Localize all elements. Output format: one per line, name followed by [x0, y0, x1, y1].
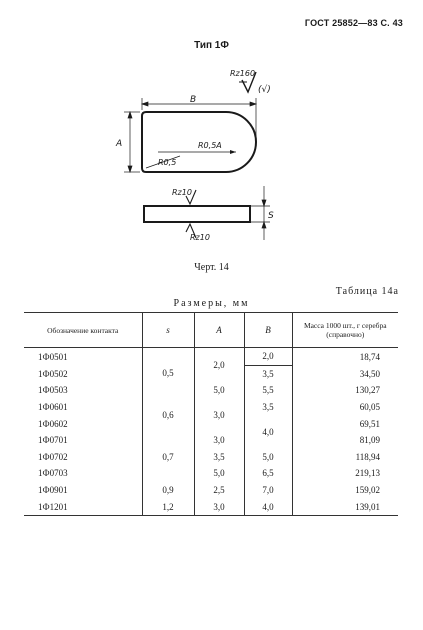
b-cell: 4,0 — [244, 415, 292, 448]
b-cell: 4,0 — [244, 498, 292, 515]
a-cell: 2,5 — [194, 482, 244, 499]
header-b: В — [244, 313, 292, 348]
b-cell: 5,0 — [244, 449, 292, 466]
dimension-a-label: А — [116, 139, 123, 149]
code-cell: 1Ф0901 — [38, 485, 68, 496]
dimension-s — [250, 186, 270, 240]
header-s: s — [142, 313, 194, 348]
mass-cell: 118,94 — [292, 449, 398, 466]
table-row — [24, 482, 398, 499]
code-cell: 1Ф0503 — [38, 385, 68, 396]
table-row — [24, 399, 398, 416]
mass-cell: 219,13 — [292, 465, 398, 482]
s-cell: 0,9 — [142, 482, 194, 499]
code-cell: 1Ф0601 — [38, 402, 68, 413]
b-cell: 3,5 — [244, 365, 292, 382]
b-cell: 7,0 — [244, 482, 292, 499]
header-a: А — [194, 313, 244, 348]
a-cell: 5,0 — [194, 465, 244, 482]
header-mass: Масса 1000 шт., г серебра (справочно) — [292, 313, 398, 348]
dimensions-table — [24, 312, 398, 516]
dimension-b — [142, 98, 256, 140]
roughness-check-label: (√) — [258, 85, 271, 95]
code-cell: 1Ф0502 — [38, 368, 68, 379]
table-row — [24, 432, 398, 449]
roughness-main-label: Rz160 — [230, 69, 256, 78]
a-cell: 5,0 — [194, 382, 244, 399]
roughness-bottom-label: Rz10 — [190, 233, 210, 242]
roughness-top-label: Rz10 — [172, 188, 192, 197]
s-cell: 1,2 — [142, 498, 194, 515]
dimension-b-label: В — [190, 95, 197, 105]
table-row — [24, 465, 398, 482]
table-header-row — [24, 313, 398, 348]
header-code: Обозначение контакта — [24, 313, 142, 348]
s-cell: 0,6 — [142, 399, 194, 432]
radius-small-label: R0,5 — [158, 158, 177, 167]
b-cell: 3,5 — [244, 399, 292, 416]
table-row — [24, 382, 398, 399]
a-cell: 2,0 — [194, 348, 244, 383]
contact-side-view — [144, 206, 250, 222]
figure-caption: Черт. 14 — [194, 262, 229, 273]
mass-cell: 69,51 — [292, 415, 398, 432]
b-cell: 5,5 — [244, 382, 292, 399]
mass-cell: 159,02 — [292, 482, 398, 499]
dimension-a — [124, 112, 140, 172]
mass-cell: 60,05 — [292, 399, 398, 416]
b-cell: 6,5 — [244, 465, 292, 482]
page-header: ГОСТ 25852—83 С. 43 — [304, 18, 403, 28]
mass-cell: 81,09 — [292, 432, 398, 449]
figure-type-title: Тип 1Ф — [194, 40, 229, 51]
code-cell: 1Ф1201 — [24, 498, 142, 515]
table-label: Таблица 14а — [335, 286, 399, 297]
mass-cell: 130,27 — [292, 382, 398, 399]
code-cell: 1Ф0702 — [38, 451, 68, 462]
code-cell: 1Ф0501 — [38, 351, 68, 362]
code-cell: 1Ф0602 — [38, 418, 68, 429]
dimension-s-label: S — [268, 211, 274, 221]
table-row — [24, 498, 398, 515]
mass-cell: 34,50 — [292, 365, 398, 382]
s-cell: 0,7 — [142, 432, 194, 482]
code-cell: 1Ф0703 — [38, 468, 68, 479]
contact-drawing — [110, 62, 300, 252]
table-row — [24, 348, 398, 366]
code-cell: 1Ф0701 — [38, 435, 68, 446]
mass-cell: 139,01 — [292, 498, 398, 515]
a-cell: 3,5 — [194, 449, 244, 466]
table-row — [24, 449, 398, 466]
a-cell: 3,0 — [194, 498, 244, 515]
b-cell: 2,0 — [244, 348, 292, 366]
a-cell: 3,0 — [194, 399, 244, 432]
a-cell: 3,0 — [194, 432, 244, 449]
s-cell: 0,5 — [142, 348, 194, 399]
mass-cell: 18,74 — [292, 348, 398, 366]
table-caption: Размеры, мм — [173, 298, 250, 309]
radius-large-label: R0,5A — [198, 141, 222, 150]
